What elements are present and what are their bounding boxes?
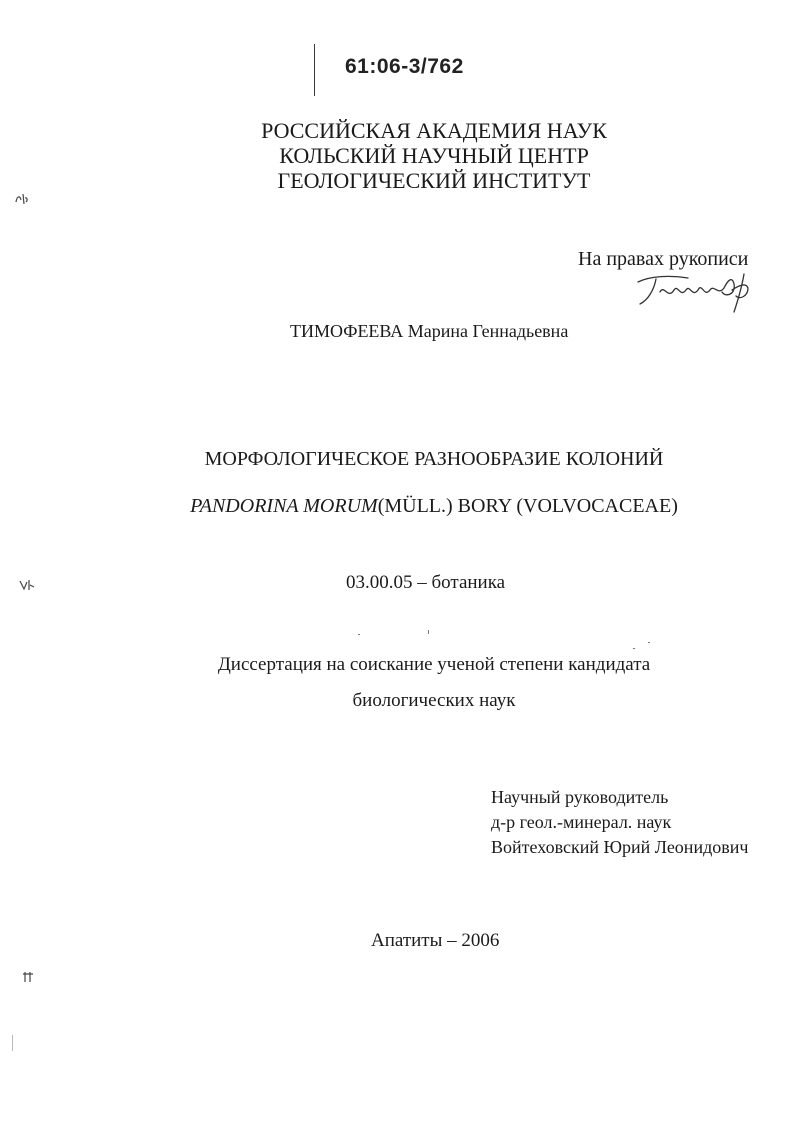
thesis-title-line-2 — [0, 495, 794, 518]
supervisor-degree: д-р геол.-минерал. наук — [491, 812, 672, 832]
supervisor-name: Войтеховский Юрий Леонидович — [491, 837, 749, 857]
scan-speck — [358, 634, 360, 635]
stamp-bar — [314, 44, 315, 96]
thesis-title-line-1: МОРФОЛОГИЧЕСКОЕ РАЗНООБРАЗИЕ КОЛОНИЙ — [204, 448, 664, 470]
supervisor-label: Научный руководитель — [491, 787, 669, 807]
author-signature — [630, 270, 760, 315]
dissertation-line-2: биологических наук — [352, 690, 516, 711]
author-name: ТИМОФЕЕВА Марина Геннадьевна — [290, 321, 569, 341]
margin-mark-2 — [18, 578, 36, 592]
scan-speck — [633, 648, 635, 649]
scan-speck — [428, 630, 429, 634]
scan-speck — [648, 642, 650, 643]
library-stamp-number: 61:06-3/762 — [345, 55, 464, 78]
species-name: PANDORINA MORUM — [190, 495, 378, 517]
margin-mark-1 — [14, 192, 30, 206]
org-line-institute: ГЕОЛОГИЧЕСКИЙ ИНСТИТУТ — [277, 168, 591, 193]
rights-note: На правах рукописи — [578, 248, 749, 270]
specialty-code: 03.00.05 – ботаника — [346, 572, 506, 593]
place-year: Апатиты – 2006 — [371, 930, 500, 951]
dissertation-line-1: Диссертация на соискание ученой степени кандидата — [217, 654, 651, 675]
org-line-center: КОЛЬСКИЙ НАУЧНЫЙ ЦЕНТР — [279, 143, 589, 168]
scan-speck — [12, 1035, 13, 1051]
org-line-academy: РОССИЙСКАЯ АКАДЕМИЯ НАУК — [261, 118, 607, 143]
species-authority: (MÜLL.) BORY (VOLVOCACEAE) — [377, 495, 678, 517]
margin-mark-3 — [20, 970, 36, 984]
